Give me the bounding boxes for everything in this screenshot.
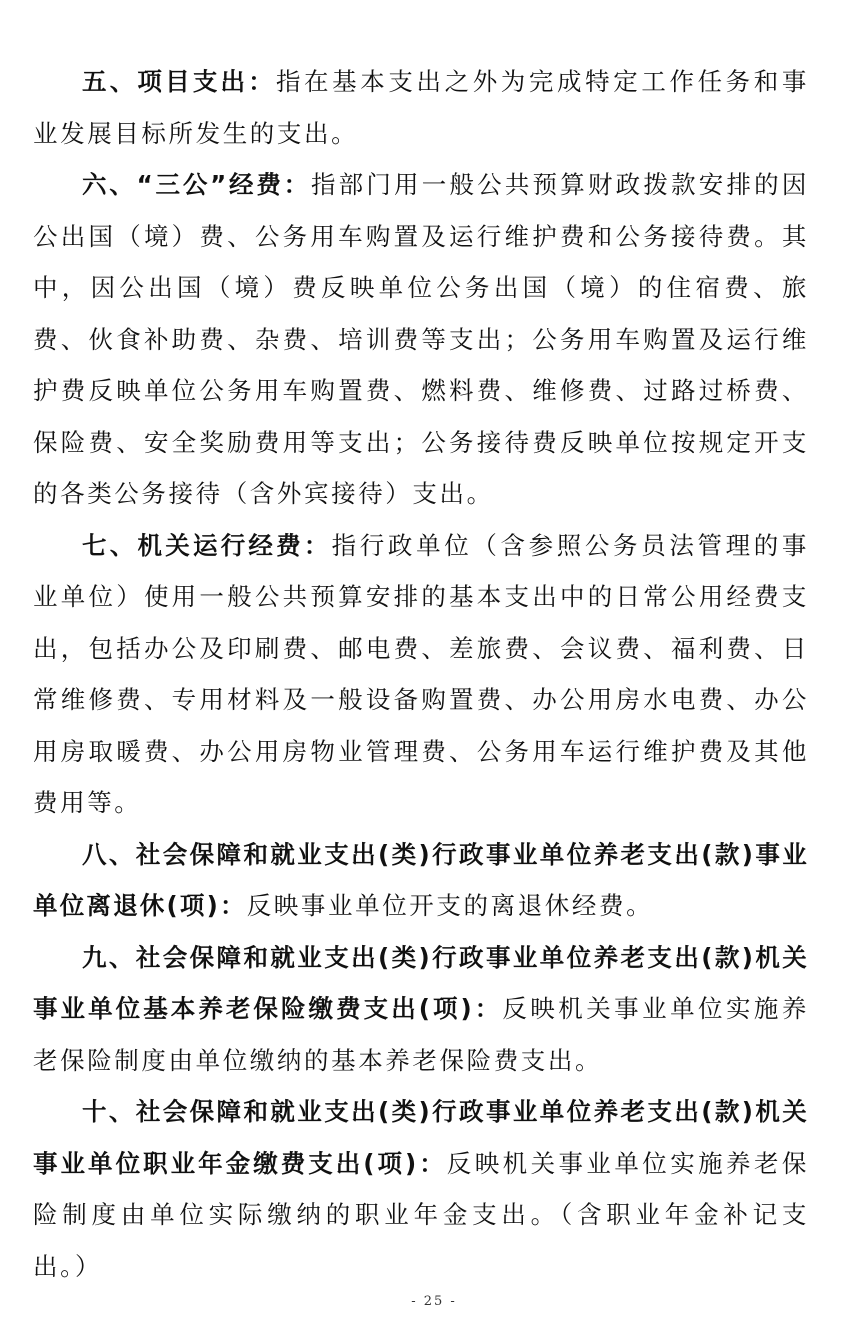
paragraph-text: 反映机关事业单位实施养老保险制度由单位实际缴纳的职业年金支出。（含职业年金补记支出。）: [33, 1148, 809, 1281]
paragraph-occupational-annuity: [33, 1086, 809, 1292]
document-body: [33, 56, 809, 1292]
paragraph-heading: 十、社会保障和就业支出(类)行政事业单位养老支出(款)机关事业单位职业年金缴费支出(项)：: [33, 1097, 809, 1178]
paragraph-text: 指行政单位（含参照公务员法管理的事业单位）使用一般公共预算安排的基本支出中的日常公用经费支出，包括办公及印刷费、邮电费、差旅费、会议费、福利费、日常维修费、专用材料及一般设备购置费、办公用房水电费、办公用房取暖费、办公用房物业管理费、公务用车运行维护费及其他费用等。: [33, 530, 809, 817]
paragraph-heading: 八、社会保障和就业支出(类)行政事业单位养老支出(款)事业单位离退休(项)：: [33, 839, 809, 920]
paragraph-project-expenditure: [33, 56, 809, 159]
paragraph-agency-operating-expenses: [33, 520, 809, 829]
paragraph-text: 指部门用一般公共预算财政拨款安排的因公出国（境）费、公务用车购置及运行维护费和公务接待费。其中，因公出国（境）费反映单位公务出国（境）的住宿费、旅费、伙食补助费、杂费、培训费等支出；公务用车购置及运行维护费反映单位公务用车购置费、燃料费、维修费、过路过桥费、保险费、安全奖励费用等支出；公务接待费反映单位按规定开支的各类公务接待（含外宾接待）支出。: [33, 170, 809, 508]
paragraph-heading: 九、社会保障和就业支出(类)行政事业单位养老支出(款)机关事业单位基本养老保险缴费支出(项)：: [33, 942, 809, 1023]
paragraph-retirement-expenses: [33, 829, 809, 932]
paragraph-three-public-expenses: [33, 159, 809, 520]
page-number: - 25 -: [411, 1294, 457, 1309]
paragraph-text: 反映机关事业单位实施养老保险制度由单位缴纳的基本养老保险费支出。: [33, 994, 809, 1075]
paragraph-basic-pension-contribution: [33, 932, 809, 1087]
paragraph-heading: 六、“三公”经费：: [82, 170, 311, 199]
paragraph-heading: 七、机关运行经费：: [82, 530, 332, 560]
paragraph-heading: 五、项目支出：: [82, 67, 276, 96]
paragraph-text: 反映事业单位开支的离退休经费。: [246, 891, 654, 920]
paragraph-text: 指在基本支出之外为完成特定工作任务和事业发展目标所发生的支出。: [33, 67, 809, 148]
